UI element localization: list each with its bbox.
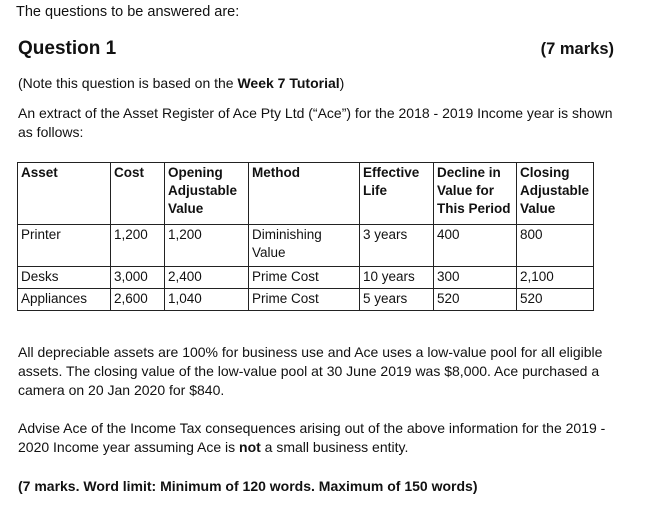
cell-decline: 400 [434,225,517,267]
table-row [18,289,594,311]
cell-life: 3 years [360,225,434,267]
extract-paragraph: An extract of the Asset Register of Ace Pty Ltd (“Ace”) for the 2018 - 2019 Income year is shown as follows: [18,105,613,140]
table-header-row [18,163,594,225]
question-marks: (7 marks) [540,40,614,58]
cell-opening: 1,200 [165,225,249,267]
header-cost: Cost [111,163,165,225]
cell-life: 10 years [360,267,434,289]
cell-asset: Desks [18,267,111,289]
cell-life: 5 years [360,289,434,311]
note-prefix: (Note this question is based on the [18,75,238,91]
cell-cost: 3,000 [111,267,165,289]
advise-paragraph [18,419,630,457]
cell-asset: Appliances [18,289,111,311]
header-decline: Decline in Value for This Period [434,163,517,225]
advise-prefix: Advise Ace of the Income Tax consequences arising out of the above information for the 2019 - 2020 Income year assuming Ace is [18,420,606,455]
intro-text: The questions to be answered are: [16,4,240,20]
header-method: Method [249,163,360,225]
cell-opening: 2,400 [165,267,249,289]
pool-paragraph: All depreciable assets are 100% for business use and Ace uses a low-value pool for all eligible assets. The closing value of the low-value pool at 30 June 2019 was $8,000. Ace purchased a camera on 20 Jan 2020 for $840. [18,344,603,398]
cell-method: Prime Cost [249,267,360,289]
cell-asset: Printer [18,225,111,267]
asset-register-table [17,162,594,311]
cell-closing: 800 [517,225,594,267]
question-note [18,75,344,91]
cell-method: Prime Cost [249,289,360,311]
cell-closing: 2,100 [517,267,594,289]
note-suffix: ) [339,75,345,91]
cell-decline: 520 [434,289,517,311]
cell-opening: 1,040 [165,289,249,311]
word-limit-note: (7 marks. Word limit: Minimum of 120 words. Maximum of 150 words) [18,478,478,494]
advise-not: not [239,439,261,455]
header-asset: Asset [18,163,111,225]
cell-cost: 1,200 [111,225,165,267]
advise-suffix: a small business entity. [260,439,409,455]
question-title: Question 1 [18,38,117,59]
cell-closing: 520 [517,289,594,311]
cell-method: Diminishing Value [249,225,360,267]
header-opening-value: Opening Adjustable Value [165,163,249,225]
cell-cost: 2,600 [111,289,165,311]
cell-decline: 300 [434,267,517,289]
header-effective-life: Effective Life [360,163,434,225]
table-row [18,225,594,267]
table-row [18,267,594,289]
header-closing-value: Closing Adjustable Value [517,163,594,225]
note-tutorial: Week 7 Tutorial [237,75,340,91]
